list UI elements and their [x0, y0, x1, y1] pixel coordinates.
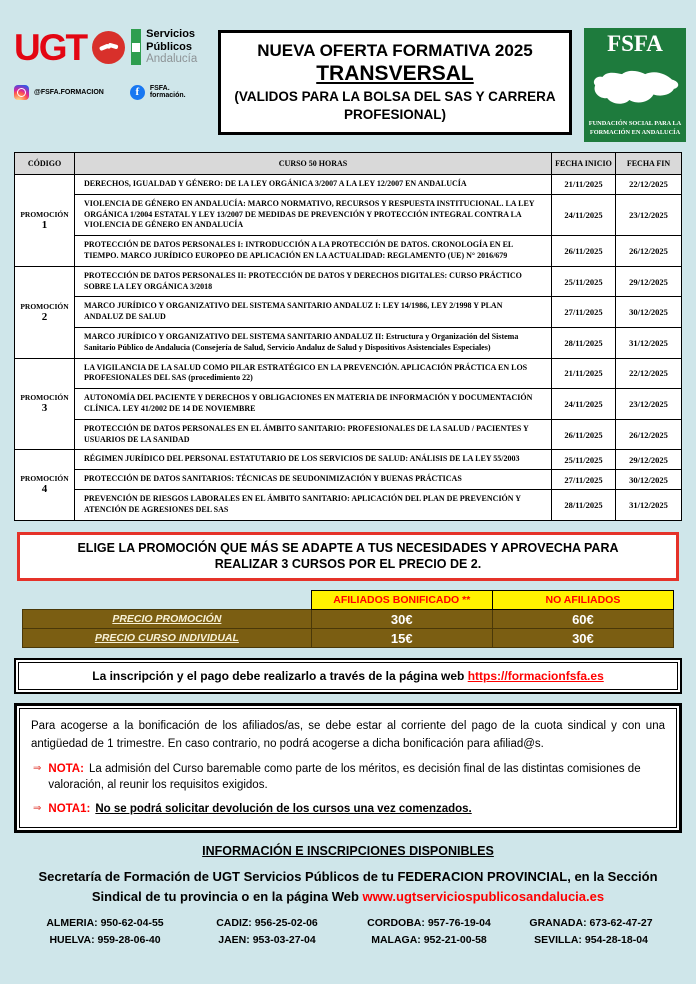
instagram-link[interactable] — [14, 85, 104, 100]
phone-entry — [350, 934, 508, 946]
handshake-icon — [92, 31, 125, 64]
phone-number: 959-28-06-40 — [97, 934, 161, 947]
title-line3: (VALIDOS PARA LA BOLSA DEL SAS Y CARRERA PROFESIONAL) — [234, 89, 556, 122]
phone-number: 956-25-02-06 — [254, 917, 318, 930]
price-value: 30€ — [492, 629, 673, 648]
phone-city: MALAGA: — [371, 934, 421, 947]
course-row — [15, 236, 682, 267]
course-row — [15, 470, 682, 490]
note-text: No se podrá solicitar devolución de los cursos una vez comenzados. — [95, 802, 472, 815]
footer-website-link[interactable]: www.ugtserviciospublicosandalucia.es — [362, 888, 605, 904]
notes-paragraph: Para acogerse a la bonificación de los afiliados/as, se debe estar al corriente del pago de la cuota sindical y con una antigüedad de 1 trimestre. En caso contrario, no podrá acogerse a dicha bonificación para afiliad@s. — [31, 720, 665, 750]
course-row — [15, 358, 682, 389]
phone-entry — [512, 917, 670, 929]
course-start-date: 21/11/2025 — [552, 175, 616, 195]
footer-line1: Secretaría de Formación de UGT Servicios Públicos de tu FEDERACION PROVINCIAL, en la Sección — [38, 869, 658, 885]
price-header-afiliados: AFILIADOS BONIFICADO ** — [311, 591, 492, 610]
course-start-date: 28/11/2025 — [552, 489, 616, 520]
price-row — [23, 610, 674, 629]
notes-items — [31, 761, 665, 817]
price-row — [23, 629, 674, 648]
title-line1: NUEVA OFERTA FORMATIVA 2025 — [257, 41, 533, 60]
note-item — [31, 761, 665, 793]
phone-city: JAEN: — [218, 934, 250, 947]
inscription-link[interactable]: https://formacionfsfa.es — [467, 669, 604, 684]
phone-entry — [26, 917, 184, 929]
header-fecha-fin: FECHA FIN — [616, 153, 682, 175]
price-row-label: PRECIO PROMOCIÓN — [23, 610, 312, 629]
header-codigo: CÓDIGO — [15, 153, 75, 175]
course-end-date: 22/12/2025 — [616, 175, 682, 195]
course-title-cell: MARCO JURÍDICO Y ORGANIZATIVO DEL SISTEMA SANITARIO ANDALUZ I: LEY 14/1986, LEY 2/1998 Y PLAN ANDALUZ DE SALUD — [75, 297, 552, 328]
course-end-date: 29/12/2025 — [616, 266, 682, 297]
promo-banner: ELIGE LA PROMOCIÓN QUE MÁS SE ADAPTE A TUS NECESIDADES Y APROVECHA PARA REALIZAR 3 CURSOS POR EL PRECIO DE 2. — [17, 532, 679, 582]
phone-entry — [188, 934, 346, 946]
ugt-region: Andalucía — [146, 53, 198, 66]
arrow-icon: ⇒ — [33, 762, 42, 774]
inscription-text: La inscripción y el pago debe realizarlo a través de la página web — [92, 669, 465, 684]
title-box — [218, 30, 572, 135]
facebook-handle: FSFA. formación. — [149, 85, 186, 99]
promotion-number: 4 — [41, 483, 48, 496]
course-title-cell: PROTECCIÓN DE DATOS PERSONALES EN EL ÁMBITO SANITARIO: PROFESIONALES DE LA SALUD / PACIENTES Y USUARIOS DE LA SANIDAD — [75, 419, 552, 450]
course-start-date: 26/11/2025 — [552, 236, 616, 267]
course-end-date: 22/12/2025 — [616, 358, 682, 389]
course-start-date: 27/11/2025 — [552, 297, 616, 328]
course-title-cell: RÉGIMEN JURÍDICO DEL PERSONAL ESTATUTARIO DE LOS SERVICIOS DE SALUD: ANÁLISIS DE LA LEY 55/2003 — [75, 450, 552, 470]
promotion-label: PROMOCIÓN — [20, 393, 69, 403]
course-title-cell: PROTECCIÓN DE DATOS PERSONALES I: INTRODUCCIÓN A LA PROTECCIÓN DE DATOS. CRONOLOGÍA EN EL TIEMPO. MARCO JURÍDICO EUROPEO DE APLICACIÓN EN LA ACTUALIDAD: REGLAMENTO (UE) N° 2016/679 — [75, 236, 552, 267]
course-start-date: 24/11/2025 — [552, 389, 616, 420]
footer-title: INFORMACIÓN E INSCRIPCIONES DISPONIBLES — [202, 844, 494, 859]
course-row — [15, 419, 682, 450]
promotion-label: PROMOCIÓN — [20, 474, 69, 484]
ugt-logo-block — [14, 28, 206, 100]
header-curso: CURSO 50 HORAS — [75, 153, 552, 175]
phone-number: 953-03-27-04 — [252, 934, 316, 947]
phone-city: SEVILLA: — [534, 934, 582, 947]
course-row — [15, 489, 682, 520]
course-title-cell: MARCO JURÍDICO Y ORGANIZATIVO DEL SISTEMA SANITARIO ANDALUZ II: Estructura y Organización del Sistema Sanitario Público de Andalucia (Consejería de Salud, Servicio Andaluz de Salud y Dispositivos Asistenciales Especiales) — [75, 327, 552, 358]
phone-city: GRANADA: — [529, 917, 587, 930]
course-start-date: 28/11/2025 — [552, 327, 616, 358]
price-header-no-afiliados: NO AFILIADOS — [492, 591, 673, 610]
header-fecha-inicio: FECHA INICIO — [552, 153, 616, 175]
course-end-date: 30/12/2025 — [616, 297, 682, 328]
phones-grid — [26, 917, 670, 946]
facebook-icon: f — [130, 85, 145, 100]
promotion-label: PROMOCIÓN — [20, 209, 69, 219]
phone-city: CORDOBA: — [367, 917, 425, 930]
phone-entry — [350, 917, 508, 929]
price-table — [22, 590, 674, 648]
phone-number: 952-21-00-58 — [423, 934, 487, 947]
price-header-row — [23, 591, 674, 610]
title-line2: TRANSVERSAL — [316, 62, 474, 85]
andalucia-map-icon — [588, 63, 682, 113]
inscription-box — [14, 658, 682, 694]
ugt-org-line1: Servicios — [146, 28, 196, 40]
price-value: 60€ — [492, 610, 673, 629]
phone-number: 954-28-18-04 — [584, 934, 648, 947]
fsfa-caption: FUNDACIÓN SOCIAL PARA LA FORMACIÓN EN ANDALUCÍA — [588, 120, 682, 136]
note-label: NOTA: — [48, 762, 84, 775]
footer-secretaria — [0, 867, 696, 906]
price-table-body — [23, 610, 674, 648]
promotion-number: 1 — [41, 218, 48, 231]
course-table — [14, 152, 682, 521]
phone-number: 950-62-04-55 — [100, 917, 164, 930]
promotion-code-cell — [15, 450, 75, 520]
andalucia-flag-icon — [131, 29, 141, 65]
fsfa-acronym: FSFA — [607, 31, 663, 56]
course-title-cell: PROTECCIÓN DE DATOS PERSONALES II: PROTECCIÓN DE DATOS Y DERECHOS DIGITALES: CURSO PRÁCTICO SOBRE LA LEY ORGÁNICA 3/2018 — [75, 266, 552, 297]
ugt-org-text — [146, 28, 197, 67]
course-title-cell: PROTECCIÓN DE DATOS SANITARIOS: TÉCNICAS DE SEUDONIMIZACIÓN Y BUENAS PRÁCTICAS — [75, 470, 552, 490]
course-title-cell: AUTONOMÍA DEL PACIENTE Y DERECHOS Y OBLIGACIONES EN MATERIA DE INFORMACIÓN Y DOCUMENTACIÓN CLÍNICA. LEY 41/2002 DE 14 DE NOVIEMBRE — [75, 389, 552, 420]
phone-city: HUELVA: — [49, 934, 95, 947]
course-start-date: 27/11/2025 — [552, 470, 616, 490]
footer-line2: Sindical de tu provincia o en la página Web — [91, 888, 363, 904]
ugt-org-line2: Públicos — [146, 40, 192, 53]
phone-number: 957-76-19-04 — [427, 917, 491, 930]
note-label: NOTA1: — [48, 802, 91, 815]
price-row-label: PRECIO CURSO INDIVIDUAL — [23, 629, 312, 648]
course-end-date: 29/12/2025 — [616, 450, 682, 470]
course-table-header-row — [15, 153, 682, 175]
course-end-date: 23/12/2025 — [616, 389, 682, 420]
note-item — [31, 801, 665, 817]
course-title-cell: VIOLENCIA DE GÉNERO EN ANDALUCÍA: MARCO NORMATIVO, RECURSOS Y RESPUESTA INSTITUCIONAL. LA LEY ORGÁNICA 1/2004 ESTATAL Y LEY 13/2007 DE MEDIDAS DE PREVENCIÓN Y PROTECCIÓN INTEGRAL CONTRA LA VIOLENCIA DE GÉNERO EN ANDALUCÍA — [75, 194, 552, 235]
ugt-logo: UGT — [14, 26, 87, 68]
course-table-body — [15, 175, 682, 521]
social-row — [14, 85, 206, 100]
course-row — [15, 327, 682, 358]
notes-box — [14, 703, 682, 833]
course-start-date: 25/11/2025 — [552, 266, 616, 297]
price-value: 30€ — [311, 610, 492, 629]
note-text: La admisión del Curso baremable como parte de los méritos, es decisión final de las distintas comisiones de valoración, al reunir los requisitos exigidos. — [48, 762, 641, 791]
instagram-handle: @FSFA.FORMACION — [34, 88, 104, 96]
price-header-spacer — [23, 591, 312, 610]
course-end-date: 31/12/2025 — [616, 327, 682, 358]
promotion-code-cell — [15, 175, 75, 267]
course-row — [15, 266, 682, 297]
phone-city: CADIZ: — [216, 917, 252, 930]
course-row — [15, 175, 682, 195]
course-title-cell: PREVENCIÓN DE RIESGOS LABORALES EN EL ÁMBITO SANITARIO: APLICACIÓN DEL PLAN DE PREVENCIÓN Y ATENCIÓN DE AGRESIONES DEL SAS — [75, 489, 552, 520]
phone-entry — [26, 934, 184, 946]
course-start-date: 24/11/2025 — [552, 194, 616, 235]
header — [0, 0, 696, 146]
phone-entry — [188, 917, 346, 929]
promotion-code-cell — [15, 358, 75, 450]
promotion-number: 3 — [41, 402, 48, 415]
course-title-cell: LA VIGILANCIA DE LA SALUD COMO PILAR ESTRATÉGICO EN LA PREVENCIÓN. APLICACIÓN PRÁCTICA EN LOS PROFESIONALES DEL SAS (procedimiento 22) — [75, 358, 552, 389]
course-end-date: 26/12/2025 — [616, 419, 682, 450]
course-title-cell: DERECHOS, IGUALDAD Y GÉNERO: DE LA LEY ORGÁNICA 3/2007 A LA LEY 12/2007 EN ANDALUCÍA — [75, 175, 552, 195]
phone-city: ALMERIA: — [46, 917, 98, 930]
price-value: 15€ — [311, 629, 492, 648]
course-row — [15, 389, 682, 420]
course-end-date: 31/12/2025 — [616, 489, 682, 520]
course-start-date: 26/11/2025 — [552, 419, 616, 450]
course-row — [15, 194, 682, 235]
course-start-date: 25/11/2025 — [552, 450, 616, 470]
promotion-number: 2 — [41, 310, 48, 323]
facebook-link[interactable] — [130, 85, 206, 100]
course-row — [15, 450, 682, 470]
course-end-date: 30/12/2025 — [616, 470, 682, 490]
promotion-code-cell — [15, 266, 75, 358]
arrow-icon: ⇒ — [33, 802, 42, 814]
phone-number: 673-62-47-27 — [589, 917, 653, 930]
course-end-date: 23/12/2025 — [616, 194, 682, 235]
course-start-date: 21/11/2025 — [552, 358, 616, 389]
course-end-date: 26/12/2025 — [616, 236, 682, 267]
phone-entry — [512, 934, 670, 946]
instagram-icon — [14, 85, 29, 100]
promotion-label: PROMOCIÓN — [20, 301, 69, 311]
fsfa-logo — [584, 28, 686, 142]
course-row — [15, 297, 682, 328]
